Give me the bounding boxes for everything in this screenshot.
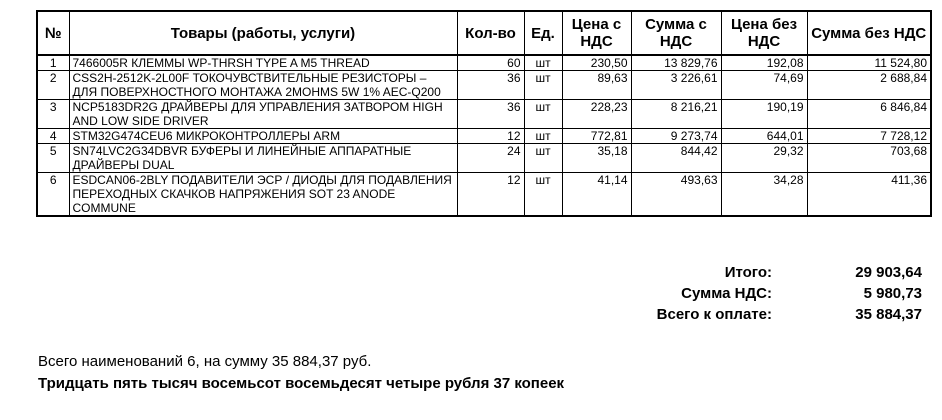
cell-sum-novat: 411,36	[807, 173, 931, 217]
header-num: №	[37, 11, 69, 55]
cell-sum-vat: 8 216,21	[631, 100, 721, 129]
vat-row	[560, 283, 930, 304]
cell-unit: шт	[524, 144, 562, 173]
due-row	[560, 304, 930, 325]
amount-in-words: Тридцать пять тысяч восемьсот восемьдесят четыре рубля 37 копеек	[38, 375, 565, 392]
cell-unit: шт	[524, 129, 562, 144]
cell-sum-novat: 7 728,12	[807, 129, 931, 144]
cell-sum-novat: 703,68	[807, 144, 931, 173]
table-row	[37, 71, 931, 100]
cell-sum-vat: 3 226,61	[631, 71, 721, 100]
cell-name: 7466005R КЛЕММЫ WP-THRSH TYPE A M5 THREAD	[69, 55, 457, 71]
cell-qty: 12	[457, 129, 524, 144]
cell-sum-novat: 6 846,84	[807, 100, 931, 129]
summary-block	[38, 351, 564, 395]
cell-price-vat: 228,23	[562, 100, 631, 129]
items-count-line: Всего наименований 6, на сумму 35 884,37 руб.	[38, 353, 372, 370]
cell-qty: 60	[457, 55, 524, 71]
cell-num: 1	[37, 55, 69, 71]
cell-qty: 24	[457, 144, 524, 173]
cell-unit: шт	[524, 100, 562, 129]
cell-name: CSS2H-2512K-2L00F ТОКОЧУВСТВИТЕЛЬНЫЕ РЕЗИСТОРЫ – ДЛЯ ПОВЕРХНОСТНОГО МОНТАЖА 2MOHMS 5W 1% AEC-Q200	[69, 71, 457, 100]
cell-unit: шт	[524, 173, 562, 217]
cell-num: 2	[37, 71, 69, 100]
cell-price-vat: 41,14	[562, 173, 631, 217]
total-row	[560, 262, 930, 283]
due-value: 35 884,37	[855, 306, 922, 323]
cell-sum-vat: 13 829,76	[631, 55, 721, 71]
cell-sum-vat: 493,63	[631, 173, 721, 217]
cell-price-novat: 34,28	[721, 173, 807, 217]
table-row	[37, 100, 931, 129]
cell-name: STM32G474CEU6 МИКРОКОНТРОЛЛЕРЫ ARM	[69, 129, 457, 144]
table-row	[37, 129, 931, 144]
header-sum-novat: Сумма без НДС	[807, 11, 931, 55]
table-row	[37, 55, 931, 71]
cell-qty: 36	[457, 100, 524, 129]
cell-num: 5	[37, 144, 69, 173]
cell-sum-novat: 11 524,80	[807, 55, 931, 71]
cell-qty: 36	[457, 71, 524, 100]
cell-qty: 12	[457, 173, 524, 217]
vat-value: 5 980,73	[863, 285, 922, 302]
cell-price-novat: 74,69	[721, 71, 807, 100]
cell-unit: шт	[524, 55, 562, 71]
cell-sum-vat: 844,42	[631, 144, 721, 173]
cell-name: ESDCAN06-2BLY ПОДАВИТЕЛИ ЭСР / ДИОДЫ ДЛЯ ПОДАВЛЕНИЯ ПЕРЕХОДНЫХ СКАЧКОВ НАПРЯЖЕНИЯ SOT 23 ANODE COMMUNE	[69, 173, 457, 217]
items-table	[36, 10, 932, 217]
header-unit: Ед.	[524, 11, 562, 55]
cell-price-vat: 772,81	[562, 129, 631, 144]
cell-sum-novat: 2 688,84	[807, 71, 931, 100]
header-qty: Кол-во	[457, 11, 524, 55]
total-label: Итого:	[724, 264, 772, 281]
table-row	[37, 144, 931, 173]
header-sum-vat: Сумма с НДС	[631, 11, 721, 55]
header-goods: Товары (работы, услуги)	[69, 11, 457, 55]
cell-name: NCP5183DR2G ДРАЙВЕРЫ ДЛЯ УПРАВЛЕНИЯ ЗАТВОРОМ HIGH AND LOW SIDE DRIVER	[69, 100, 457, 129]
cell-sum-vat: 9 273,74	[631, 129, 721, 144]
cell-price-novat: 644,01	[721, 129, 807, 144]
cell-price-novat: 190,19	[721, 100, 807, 129]
header-price-vat: Цена с НДС	[562, 11, 631, 55]
header-price-novat: Цена без НДС	[721, 11, 807, 55]
cell-num: 4	[37, 129, 69, 144]
cell-price-novat: 192,08	[721, 55, 807, 71]
table-header-row	[37, 11, 931, 55]
cell-price-vat: 89,63	[562, 71, 631, 100]
cell-num: 3	[37, 100, 69, 129]
cell-price-vat: 35,18	[562, 144, 631, 173]
cell-name: SN74LVC2G34DBVR БУФЕРЫ И ЛИНЕЙНЫЕ АППАРАТНЫЕ ДРАЙВЕРЫ DUAL	[69, 144, 457, 173]
totals-block	[560, 262, 930, 325]
cell-unit: шт	[524, 71, 562, 100]
cell-num: 6	[37, 173, 69, 217]
total-value: 29 903,64	[855, 264, 922, 281]
vat-label: Сумма НДС:	[681, 285, 772, 302]
cell-price-novat: 29,32	[721, 144, 807, 173]
due-label: Всего к оплате:	[656, 306, 772, 323]
cell-price-vat: 230,50	[562, 55, 631, 71]
table-row	[37, 173, 931, 217]
